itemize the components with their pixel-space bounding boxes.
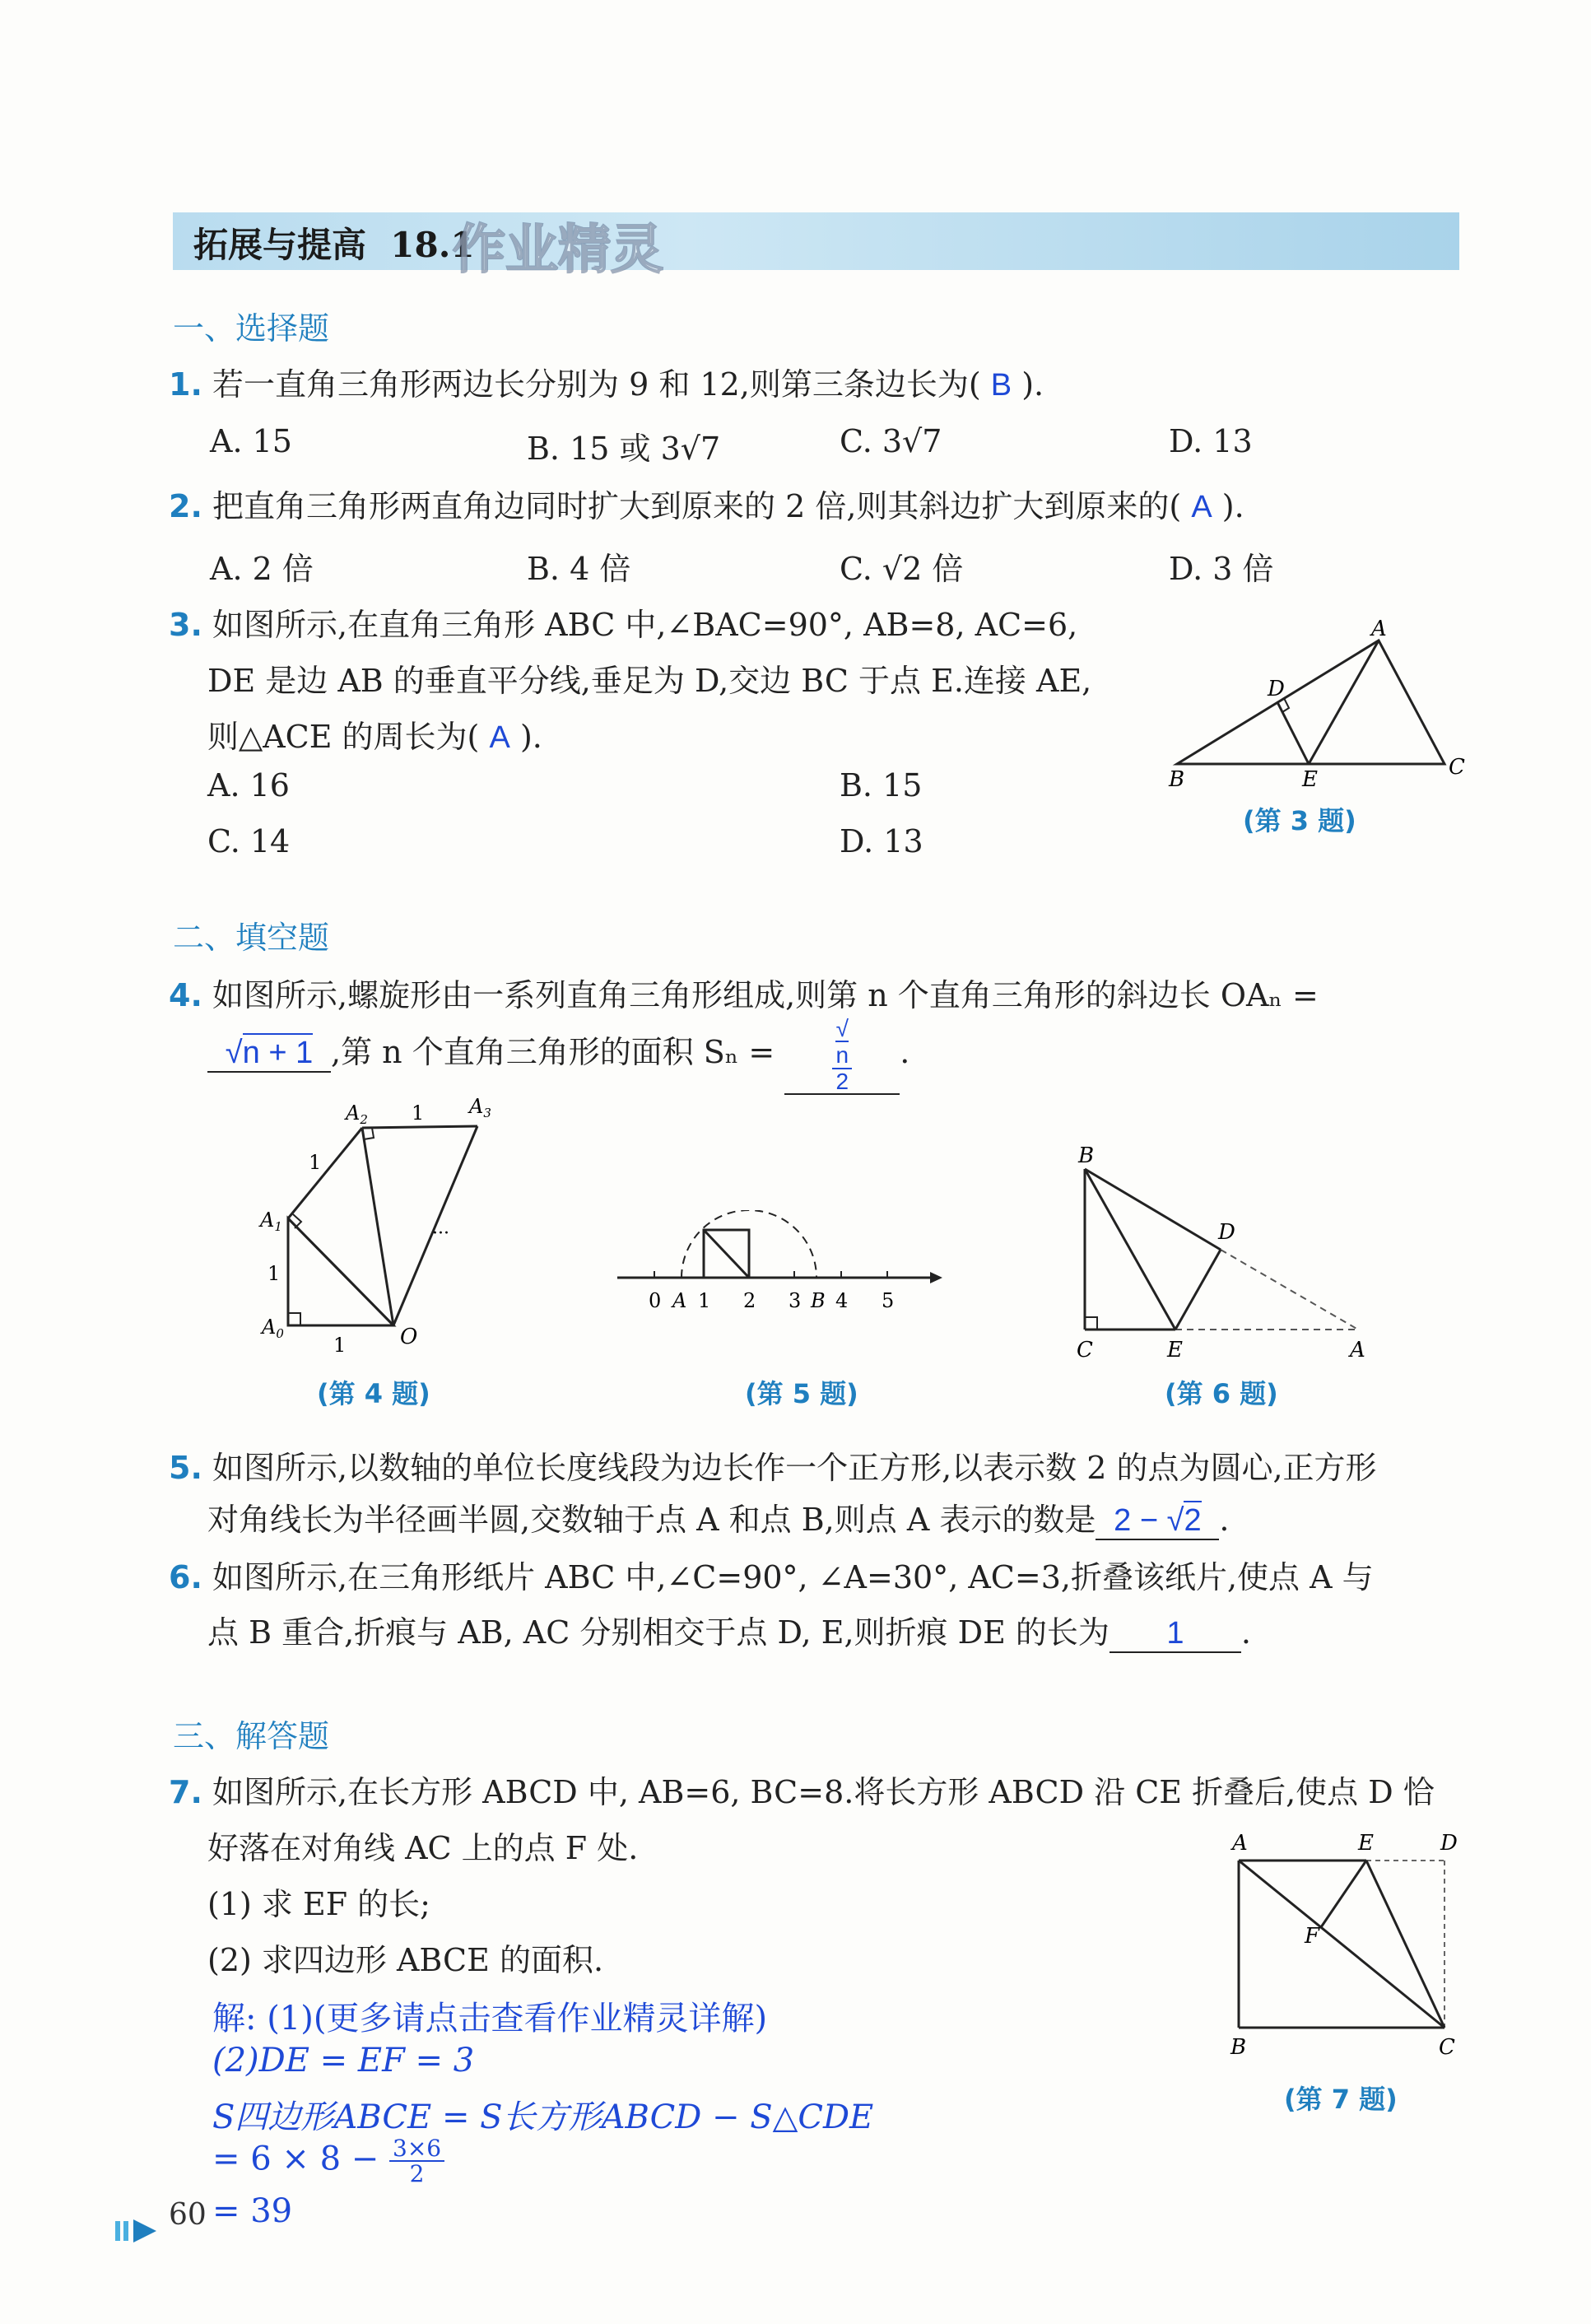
fig4-ellipsis: ··· xyxy=(432,1223,449,1244)
axis-label-4: 4 xyxy=(835,1289,849,1312)
q6-blank xyxy=(1110,1614,1241,1653)
q3-option-d: D. 13 xyxy=(840,823,923,859)
q7-solution-line-4: = 6 × 8 − $\frac{3\times 6}{2}$ xyxy=(212,2136,444,2187)
axis-label-1: 1 xyxy=(698,1289,711,1312)
q3-option-b: B. 15 xyxy=(840,767,923,803)
question-6-line-2: 点 B 重合,折痕与 AB, AC 分别相交于点 D, E,则折痕 DE 的长为 1 . xyxy=(207,1607,1251,1653)
fig6-label-d: D xyxy=(1218,1220,1235,1245)
fig3-label-e: E xyxy=(1302,767,1318,792)
question-3-line-1: 3. 如图所示,在直角三角形 ABC 中,∠BAC=90°, AB=8, AC=6, xyxy=(169,607,1078,643)
answer-q4-b-num: n xyxy=(835,1042,849,1069)
q3-option-a: A. 16 xyxy=(207,767,290,803)
question-7-part-2: (2) 求四边形 ABCE 的面积. xyxy=(207,1942,604,1978)
fig3-label-d: D xyxy=(1268,677,1285,701)
q1-option-b: B. 15 或 3√7 xyxy=(527,431,721,467)
axis-label-a: A xyxy=(672,1289,687,1312)
fig4-label-left-1: 1 xyxy=(267,1262,281,1285)
page-arrow-icon xyxy=(115,2215,165,2247)
q4-blank-1: √n + 1 xyxy=(207,1034,331,1073)
answer-q6: 1 xyxy=(1166,1616,1184,1651)
axis-label-2: 2 xyxy=(743,1289,756,1312)
q1-option-a: A. 15 xyxy=(210,423,292,459)
section-heading-fill: 二、填空题 xyxy=(173,920,330,956)
answer-q3: A xyxy=(489,720,510,755)
q2-option-a: A. 2 倍 xyxy=(210,551,314,587)
fig4-label-a1: $A_1$ xyxy=(260,1209,282,1234)
fig3-label-a: A xyxy=(1371,617,1387,641)
q1-option-c: C. 3√7 xyxy=(840,423,942,459)
fig4-label-a0: $A_0$ xyxy=(262,1316,284,1341)
question-3-line-3: 则△ACE 的周长为( A ). xyxy=(207,719,542,755)
question-5-line-1: 5. 如图所示,以数轴的单位长度线段为边长作一个正方形,以表示数 2 的点为圆心,正方形 xyxy=(169,1450,1377,1486)
answer-q4-b-den: 2 xyxy=(835,1068,849,1094)
question-7-line-1: 7. 如图所示,在长方形 ABCD 中, AB=6, BC=8.将长方形 ABCD 沿 CE 折叠后,使点 D 恰 xyxy=(169,1774,1435,1810)
fig7-label-d: D xyxy=(1440,1831,1458,1856)
caption-q7: (第 7 题) xyxy=(1284,2084,1398,2115)
answer-q5: 2 − √2 xyxy=(1114,1501,1201,1538)
question-7-part-1: (1) 求 EF 的长; xyxy=(207,1886,430,1922)
fig4-label-top-1: 1 xyxy=(412,1101,425,1125)
q7-solution-line-3: S四边形ABCE = S长方形ABCD − S△CDE xyxy=(212,2098,874,2136)
answer-q2: A xyxy=(1191,490,1212,524)
question-3-line-2: DE 是边 AB 的垂直平分线,垂足为 D,交边 BC 于点 E.连接 AE, xyxy=(207,663,1092,699)
section-heading-choice: 一、选择题 xyxy=(173,310,330,347)
caption-q3: (第 3 题) xyxy=(1243,805,1356,836)
figure-q6 xyxy=(1062,1144,1391,1367)
section-number: 18.1 xyxy=(390,225,475,265)
q1-option-d: D. 13 xyxy=(1169,423,1253,459)
axis-label-3: 3 xyxy=(789,1289,802,1312)
fig7-label-c: C xyxy=(1439,2035,1455,2060)
question-4-line-1: 4. 如图所示,螺旋形由一系列直角三角形组成,则第 n 个直角三角形的斜边长 OAₙ = xyxy=(169,977,1319,1013)
figure-q5 xyxy=(613,1210,951,1317)
axis-label-5: 5 xyxy=(882,1289,895,1312)
question-7-line-2: 好落在对角线 AC 上的点 F 处. xyxy=(207,1830,639,1866)
q7-solution-line-1: 解: (1)(更多请点击查看作业精灵详解) xyxy=(212,2000,768,2038)
fig4-label-o: O xyxy=(400,1325,418,1349)
q3-option-c: C. 14 xyxy=(207,823,291,859)
caption-q4: (第 4 题) xyxy=(317,1378,430,1409)
fig7-label-f: F xyxy=(1305,1924,1320,1949)
fig3-label-b: B xyxy=(1169,767,1185,792)
fig6-label-a: A xyxy=(1350,1338,1365,1362)
page-number: 60 xyxy=(169,2198,207,2232)
figure-q3 xyxy=(1161,617,1473,799)
question-5-line-2: 对角线长为半径画半圆,交数轴于点 A 和点 B,则点 A 表示的数是 2 − √2 . xyxy=(207,1494,1229,1540)
axis-label-b: B xyxy=(811,1289,826,1312)
answer-q1: B xyxy=(990,368,1012,403)
caption-q5: (第 5 题) xyxy=(745,1378,858,1409)
q4-blank-2: √ n 2 xyxy=(784,1017,900,1095)
figure-q4 xyxy=(247,1087,510,1358)
q2-option-b: B. 4 倍 xyxy=(527,551,631,587)
fig6-label-e: E xyxy=(1167,1338,1183,1362)
fig4-label-bottom-1: 1 xyxy=(333,1334,347,1357)
axis-label-0: 0 xyxy=(649,1289,662,1312)
watermark-logo: 作业精灵 xyxy=(453,220,663,281)
q7-solution-line-5: = 39 xyxy=(212,2192,293,2230)
section-heading-solve: 三、解答题 xyxy=(173,1718,330,1754)
fig6-label-b: B xyxy=(1078,1144,1095,1168)
fig7-label-e: E xyxy=(1358,1831,1374,1856)
q2-option-c: C. √2 倍 xyxy=(840,551,964,587)
fig7-label-a: A xyxy=(1232,1831,1248,1856)
question-1: 1. 若一直角三角形两边长分别为 9 和 12,则第三条边长为( B ). xyxy=(169,366,1044,403)
q7-solution-line-2: (2)DE = EF = 3 xyxy=(212,2042,475,2079)
figure-q7 xyxy=(1218,1823,1482,2062)
question-6-line-1: 6. 如图所示,在三角形纸片 ABC 中,∠C=90°, ∠A=30°, AC=3,折叠该纸片,使点 A 与 xyxy=(169,1559,1374,1595)
question-2: 2. 把直角三角形两直角边同时扩大到原来的 2 倍,则其斜边扩大到原来的( A ). xyxy=(169,488,1244,524)
caption-q6: (第 6 题) xyxy=(1165,1378,1278,1409)
fig4-label-a2: $A_2$ xyxy=(346,1101,368,1127)
fig6-label-c: C xyxy=(1077,1338,1093,1362)
fig7-label-b: B xyxy=(1230,2035,1247,2060)
question-4-line-2: √n + 1 ,第 n 个直角三角形的面积 Sₙ = √ n 2 . xyxy=(207,1017,909,1095)
q2-option-d: D. 3 倍 xyxy=(1169,551,1274,587)
fig4-label-diag-1: 1 xyxy=(309,1151,322,1174)
q5-blank xyxy=(1096,1502,1219,1540)
answer-q4-a: n + 1 xyxy=(243,1033,314,1070)
section-header-title: 拓展与提高 18.1 xyxy=(193,225,475,265)
fig4-label-a3: $A_3$ xyxy=(469,1095,491,1120)
fig3-label-c: C xyxy=(1449,755,1465,780)
